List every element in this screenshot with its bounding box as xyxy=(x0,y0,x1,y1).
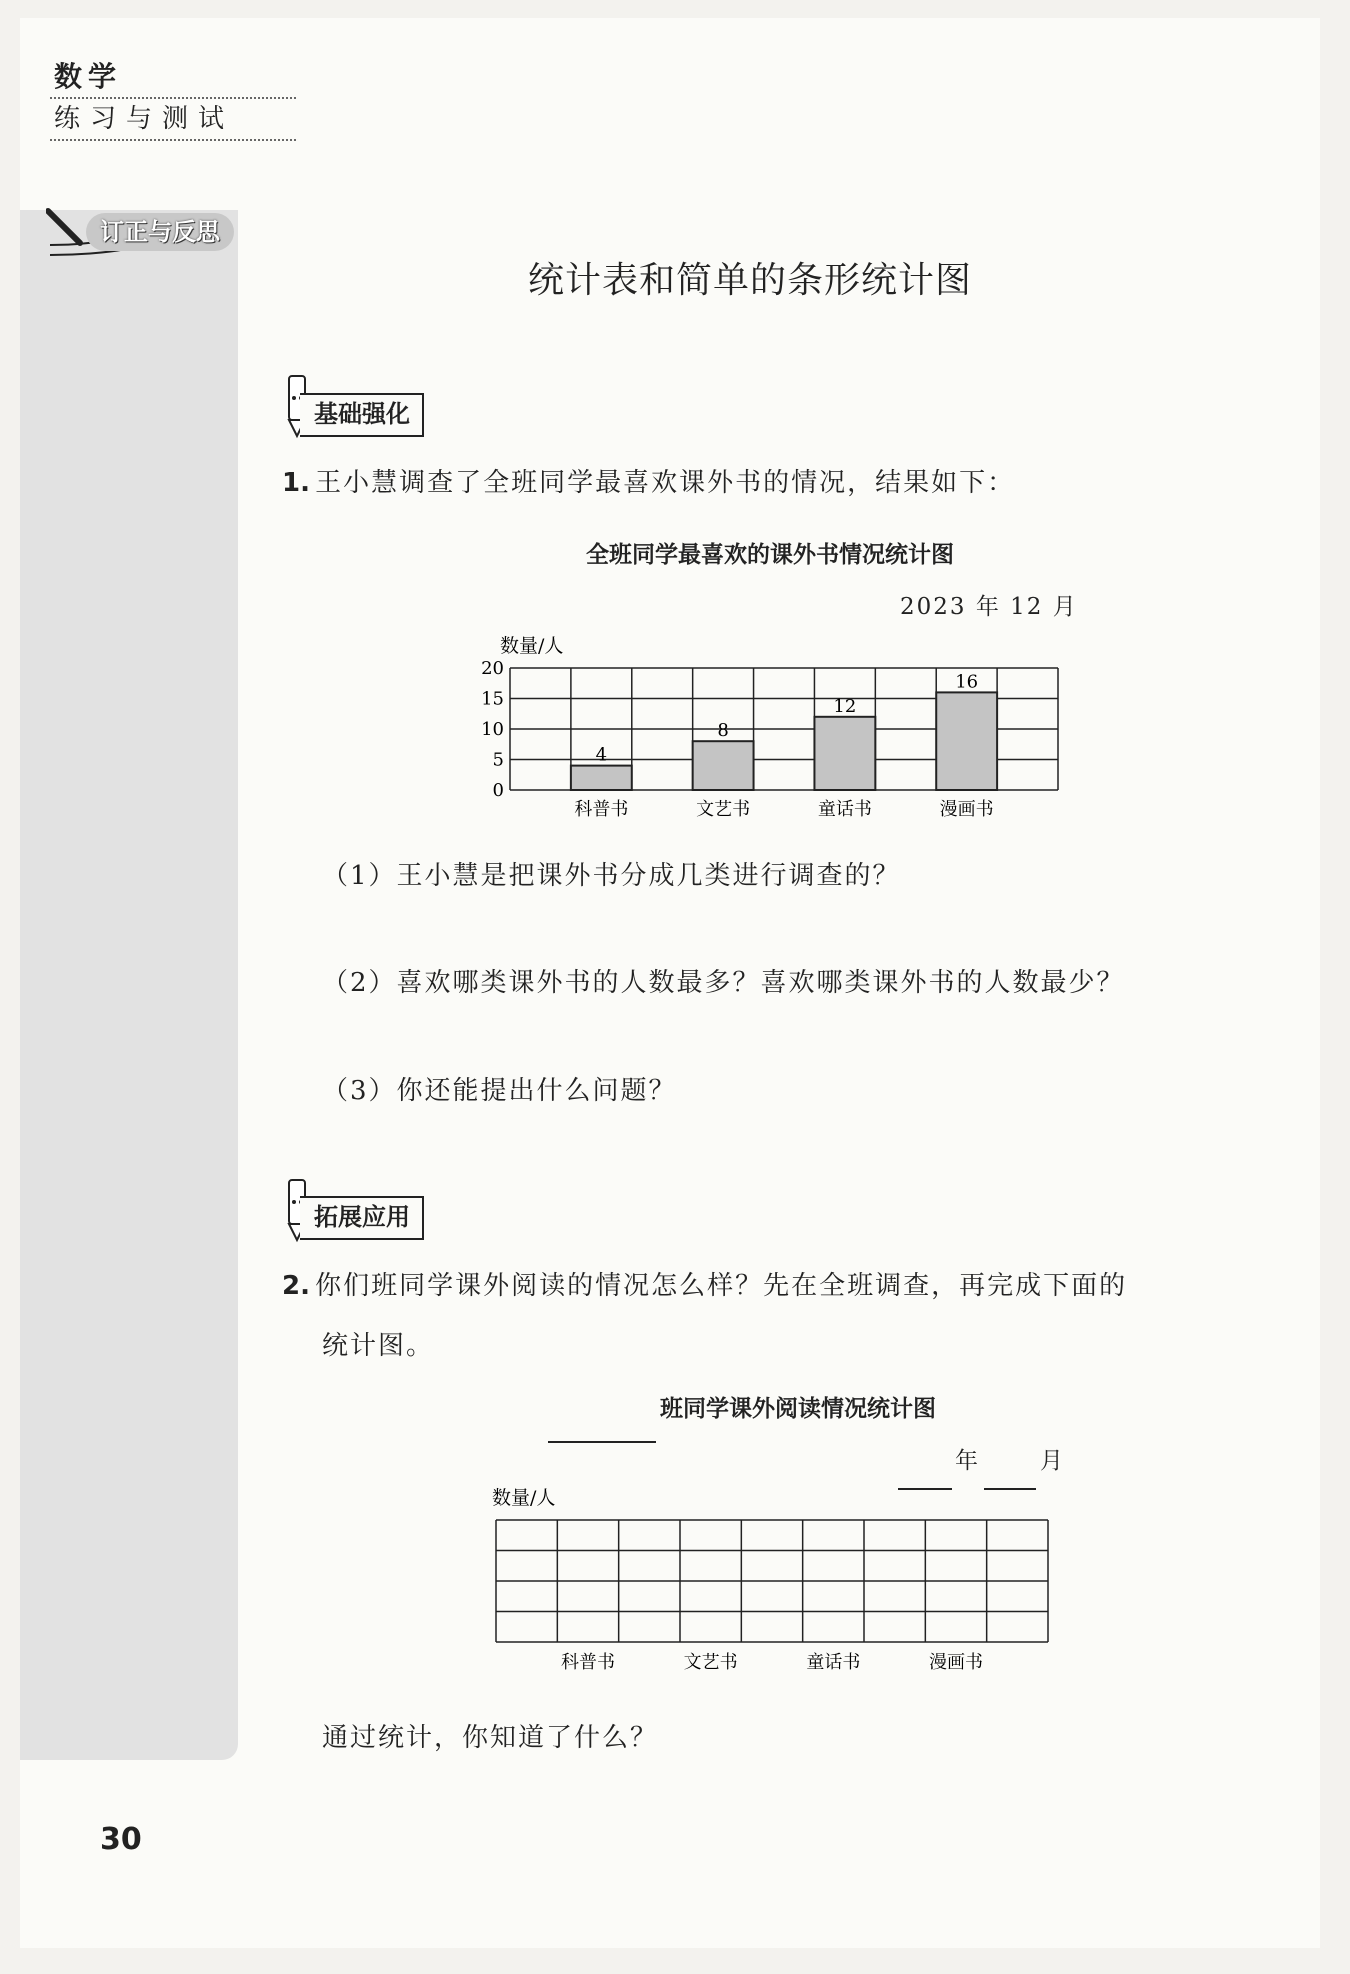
brand-title: 数学 xyxy=(54,60,123,93)
question-text: 王小慧调查了全班同学最喜欢课外书的情况，结果如下： xyxy=(315,468,1016,498)
question-2 xyxy=(282,1265,1127,1302)
x-tick-label: 科普书 xyxy=(561,1652,615,1673)
question-text-cont: 统计图。 xyxy=(322,1331,435,1361)
x-tick-label: 科普书 xyxy=(574,799,629,820)
page-title: 统计表和简单的条形统计图 xyxy=(527,260,972,301)
year-label: 年 xyxy=(955,1448,980,1474)
page-number: 30 xyxy=(100,1822,142,1857)
question-number: 1. xyxy=(282,468,310,498)
section-tag-extend: 拓展应用 xyxy=(300,1196,424,1240)
series-title: 练习与测试 xyxy=(50,97,296,141)
subquestion-1: （1）王小慧是把课外书分成几类进行调查的？ xyxy=(322,861,901,891)
question-1 xyxy=(282,462,1015,499)
x-tick-label: 文艺书 xyxy=(696,799,751,820)
y-tick-label: 15 xyxy=(481,688,504,710)
class-blank[interactable] xyxy=(548,1417,656,1443)
x-tick-label: 童话书 xyxy=(817,799,872,820)
data-label: 8 xyxy=(717,720,729,742)
x-tick-label: 漫画书 xyxy=(929,1652,983,1673)
chart-2-title: 班同学课外阅读情况统计图 xyxy=(660,1396,936,1422)
question-number: 2. xyxy=(282,1271,310,1301)
bar xyxy=(693,741,754,790)
reflection-question: 通过统计，你知道了什么？ xyxy=(322,1723,659,1753)
subquestion-2: （2）喜欢哪类课外书的人数最多？喜欢哪类课外书的人数最少？ xyxy=(322,968,1125,998)
section-tag-basic: 基础强化 xyxy=(300,393,424,437)
y-axis-label: 数量/人 xyxy=(492,1487,556,1509)
bar xyxy=(814,717,875,790)
bar xyxy=(571,766,632,790)
x-tick-label: 文艺书 xyxy=(683,1652,738,1673)
data-label: 16 xyxy=(955,671,979,693)
y-tick-label: 5 xyxy=(492,749,504,771)
y-tick-label: 20 xyxy=(481,658,504,679)
subquestion-3: （3）你还能提出什么问题？ xyxy=(322,1076,677,1106)
x-tick-label: 漫画书 xyxy=(939,799,994,820)
x-tick-label: 童话书 xyxy=(806,1652,861,1673)
question-text: 你们班同学课外阅读的情况怎么样？先在全班调查，再完成下面的 xyxy=(315,1271,1128,1301)
chart-1-date: 2023 年 12 月 xyxy=(900,594,1078,620)
y-tick-label: 0 xyxy=(492,780,504,801)
data-label: 12 xyxy=(833,695,857,717)
bar-chart-2[interactable] xyxy=(480,1480,1060,1680)
chart-1-title: 全班同学最喜欢的课外书情况统计图 xyxy=(586,542,954,568)
month-label: 月 xyxy=(1040,1448,1065,1474)
data-label: 4 xyxy=(595,744,608,766)
y-axis-label: 数量/人 xyxy=(500,635,564,657)
bar-chart-1 xyxy=(470,628,1070,828)
correction-label: 订正与反思 xyxy=(86,213,234,251)
bar xyxy=(936,692,997,790)
y-tick-label: 10 xyxy=(481,719,504,740)
correction-sidebar xyxy=(20,210,238,1760)
